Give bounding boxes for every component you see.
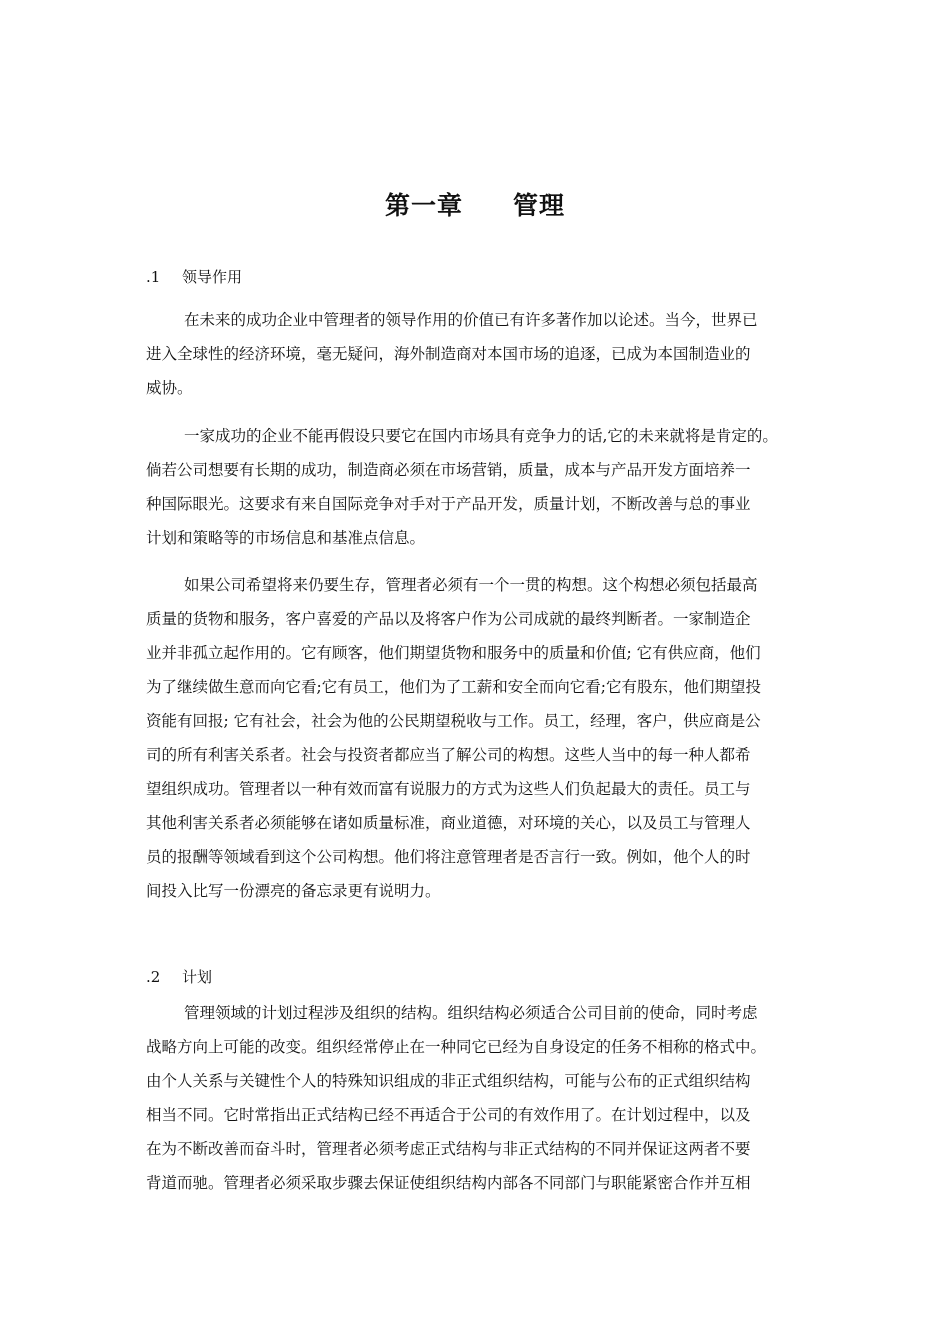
paragraph-line: 业并非孤立起作用的。它有顾客，他们期望货物和服务中的质量和价值; 它有供应商，他们	[146, 644, 761, 662]
paragraph-line: 资能有回报; 它有社会，社会为他的公民期望税收与工作。员工，经理，客户，供应商是公	[146, 712, 761, 730]
paragraph-line: 背道而驰。管理者必须采取步骤去保证使组织结构内部各不同部门与职能紧密合作并互相	[146, 1174, 751, 1192]
section-number: .2	[146, 968, 161, 986]
paragraph-line: 计划和策略等的市场信息和基准点信息。	[146, 529, 426, 547]
paragraph-line: 在为不断改善而奋斗时，管理者必须考虑正式结构与非正式结构的不同并保证这两者不要	[146, 1140, 751, 1158]
paragraph-line: 由个人关系与关键性个人的特殊知识组成的非正式组织结构，可能与公布的正式组织结构	[146, 1072, 751, 1090]
paragraph-line: 进入全球性的经济环境，毫无疑问，海外制造商对本国市场的追逐，已成为本国制造业的	[146, 345, 751, 363]
paragraph-line: 相当不同。它时常指出正式结构已经不再适合于公司的有效作用了。在计划过程中，以及	[146, 1106, 751, 1124]
paragraph-line: 如果公司希望将来仍要生存，管理者必须有一个一贯的构想。这个构想必须包括最高	[184, 576, 758, 594]
section-number: .1	[146, 268, 161, 286]
paragraph-1	[146, 303, 816, 405]
section-heading-planning	[146, 966, 212, 988]
section-title: 计划	[182, 968, 213, 986]
paragraph-line: 其他利害关系者必须能够在诸如质量标准，商业道德，对环境的关心，以及员工与管理人	[146, 814, 751, 832]
paragraph-line: 员的报酬等领域看到这个公司构想。他们将注意管理者是否言行一致。例如，他个人的时	[146, 848, 751, 866]
paragraph-line: 望组织成功。管理者以一种有效而富有说服力的方式为这些人们负起最大的责任。员工与	[146, 780, 751, 798]
paragraph-line: 战略方向上可能的改变。组织经常停止在一种同它已经为自身设定的任务不相称的格式中。	[146, 1038, 767, 1056]
paragraph-2	[146, 419, 816, 555]
chapter-title-number: 第一章	[384, 191, 463, 220]
paragraph-line: 间投入比写一份漂亮的备忘录更有说明力。	[146, 882, 441, 900]
paragraph-line: 一家成功的企业不能再假设只要它在国内市场具有竞争力的话,它的未来就将是肯定的。	[184, 427, 778, 445]
paragraph-line: 倘若公司想要有长期的成功，制造商必须在市场营销，质量，成本与产品开发方面培养一	[146, 461, 751, 479]
chapter-title-text: 管理	[513, 191, 566, 220]
paragraph-line: 管理领域的计划过程涉及组织的结构。组织结构必须适合公司目前的使命，同时考虑	[184, 1004, 758, 1022]
paragraph-line: 司的所有利害关系者。社会与投资者都应当了解公司的构想。这些人当中的每一种人都希	[146, 746, 751, 764]
paragraph-line: 威协。	[146, 379, 193, 397]
paragraph-4	[146, 996, 816, 1200]
section-heading-leadership	[146, 266, 242, 288]
paragraph-3	[146, 568, 816, 908]
paragraph-line: 种国际眼光。这要求有来自国际竞争对手对于产品开发，质量计划，不断改善与总的事业	[146, 495, 751, 513]
paragraph-line: 质量的货物和服务，客户喜爱的产品以及将客户作为公司成就的最终判断者。一家制造企	[146, 610, 751, 628]
paragraph-line: 为了继续做生意而向它看;它有员工，他们为了工薪和安全而向它看;它有股东，他们期望投	[146, 678, 761, 696]
chapter-title	[0, 186, 950, 226]
section-title: 领导作用	[182, 268, 243, 286]
paragraph-line: 在未来的成功企业中管理者的领导作用的价值已有许多著作加以论述。当今，世界已	[184, 311, 758, 329]
